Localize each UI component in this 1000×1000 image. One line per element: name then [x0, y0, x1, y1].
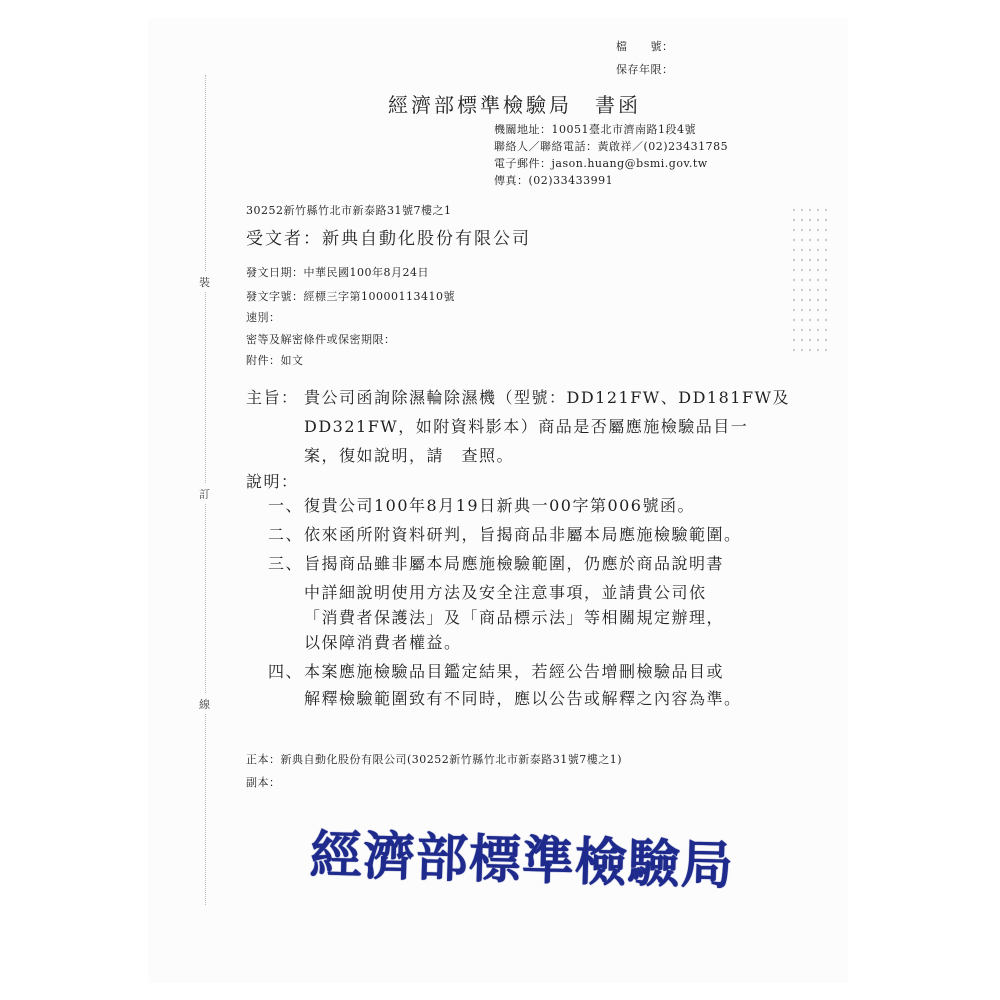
- item-line: 本案應施檢驗品目鑑定結果，若經公告增刪檢驗品目或: [304, 662, 725, 681]
- document-title: 經濟部標準檢驗局 書函: [388, 93, 641, 117]
- item-line: 旨揭商品雖非屬本局應施檢驗範圍，仍應於商品說明書: [304, 554, 725, 573]
- copy-recipient: 副本：: [246, 776, 281, 789]
- item-line: 復貴公司100年8月19日新典一00字第006號函。: [304, 496, 695, 515]
- subject-line: DD321FW，如附資料影本）商品是否屬應施檢驗品目一: [304, 417, 749, 436]
- binding-char-top: 裝: [199, 272, 210, 292]
- recipient-address: 30252新竹縣竹北市新泰路31號7樓之1: [246, 204, 452, 217]
- item-number: 二、: [268, 525, 304, 544]
- retention-label: 保存年限：: [616, 63, 674, 76]
- binding-char-middle: 訂: [199, 484, 210, 504]
- recipient: 受文者：新典自動化股份有限公司: [246, 229, 531, 249]
- sender-fax: 傳真：(02)33433991: [494, 174, 614, 187]
- issue-date: 發文日期：中華民國100年8月24日: [246, 266, 429, 279]
- original-recipient: 正本：新典自動化股份有限公司(30252新竹縣竹北市新泰路31號7樓之1): [246, 753, 623, 766]
- file-number-label: 檔 號：: [616, 40, 674, 53]
- subject-line: 貴公司函詢除濕輪除濕機（型號：DD121FW、DD181FW及: [304, 388, 790, 407]
- item-line: 「消費者保護法」及「商品標示法」等相關規定辦理，: [304, 608, 725, 627]
- item-number: 四、: [268, 662, 304, 681]
- sender-contact: 聯絡人／聯絡電話：黃啟祥／(02)23431785: [494, 140, 729, 153]
- sender-address: 機關地址：10051臺北市濟南路1段4號: [494, 123, 696, 136]
- item-line: 解釋檢驗範圍致有不同時，應以公告或解釋之內容為準。: [304, 689, 742, 708]
- subject-label: 主旨：: [246, 388, 299, 407]
- item-line: 中詳細說明使用方法及安全注意事項，並請貴公司依: [304, 583, 707, 602]
- official-seal-stamp: 經濟部標準檢驗局: [309, 825, 735, 897]
- item-line: 以保障消費者權益。: [304, 633, 462, 652]
- subject-line: 案，復如說明，請 查照。: [304, 446, 515, 465]
- binding-char-bottom: 線: [199, 694, 210, 714]
- confidentiality: 密等及解密條件或保密期限：: [246, 333, 396, 346]
- margin-dot-pattern: [790, 205, 832, 355]
- attachment: 附件：如文: [246, 354, 304, 367]
- item-line: 依來函所附資料研判，旨揭商品非屬本局應施檢驗範圍。: [304, 525, 742, 544]
- item-number: 三、: [268, 554, 304, 573]
- item-number: 一、: [268, 496, 304, 515]
- speed-class: 速別：: [246, 311, 281, 324]
- document-number: 發文字號：經標三字第10000113410號: [246, 290, 455, 303]
- sender-email: 電子郵件：jason.huang@bsmi.gov.tw: [494, 157, 708, 170]
- explanation-label: 說明：: [246, 472, 299, 491]
